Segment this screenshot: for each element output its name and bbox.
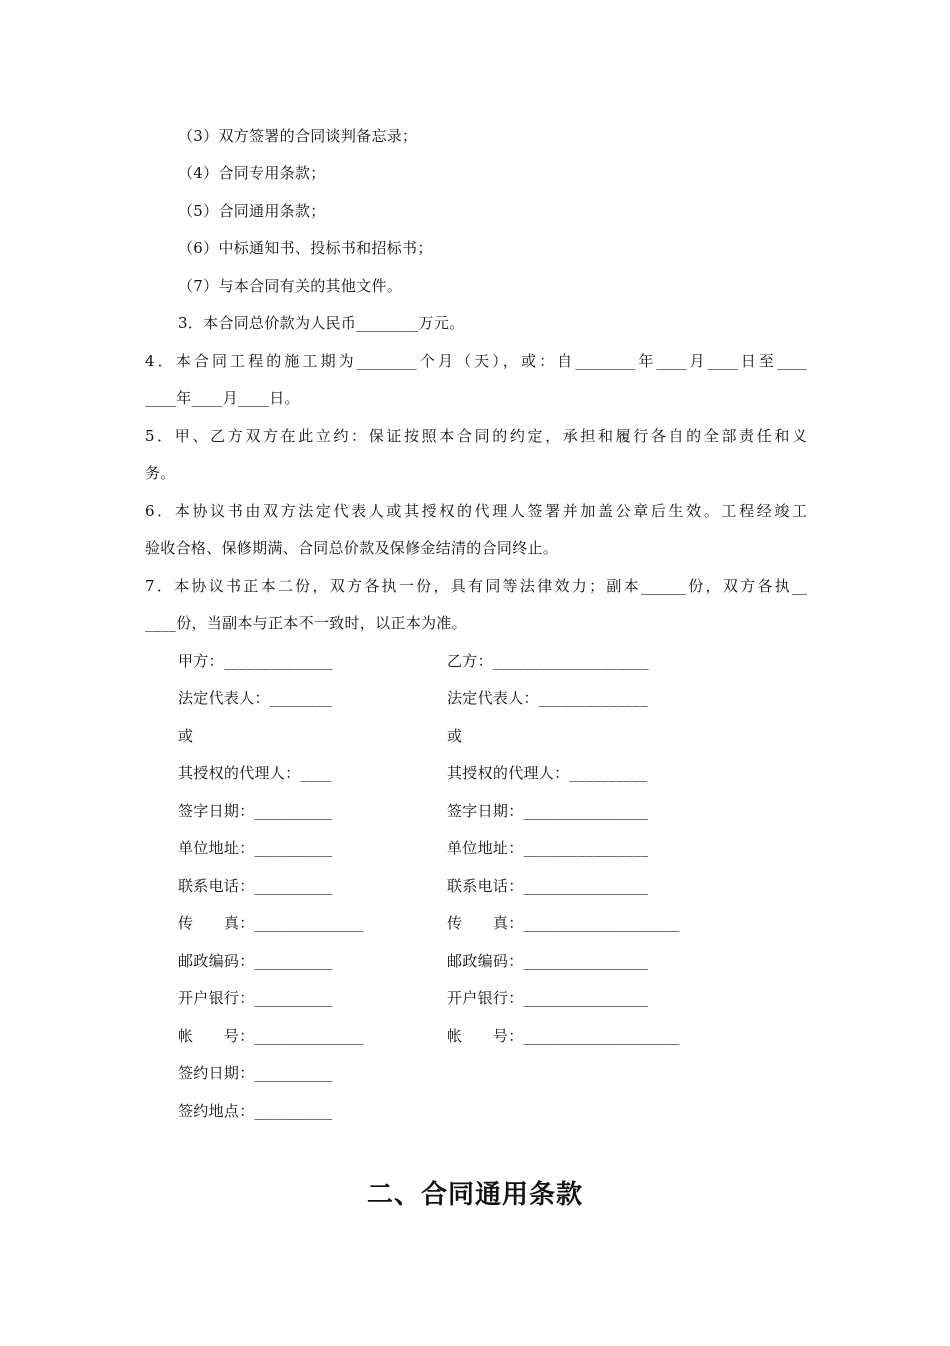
party-a-postcode-field: 邮政编码：__________ — [178, 952, 333, 970]
party-b-legal-rep-field: 法定代表人：______________ — [447, 689, 649, 707]
list-item: （7）与本合同有关的其他文件。 — [178, 277, 403, 295]
party-a-bank-field: 开户银行：__________ — [178, 989, 333, 1007]
list-item: （6）中标通知书、投标书和招标书； — [178, 239, 433, 257]
party-b-agent-field: 其授权的代理人：__________ — [447, 764, 648, 782]
clause-6-line-2: 验收合格、保修期满、合同总价款及保修金结清的合同终止。 — [145, 539, 559, 557]
party-b-bank-field: 开户银行：________________ — [447, 989, 649, 1007]
party-b-sign-date-field: 签字日期：________________ — [447, 802, 649, 820]
party-b-or-label: 或 — [447, 727, 463, 745]
party-a-fax-field: 传 真：______________ — [178, 914, 364, 932]
section-heading: 二、合同通用条款 — [366, 1180, 583, 1210]
party-a-agent-field: 其授权的代理人：____ — [178, 764, 332, 782]
party-b-field: 乙方：____________________ — [447, 652, 649, 670]
clause-6-line-1: 6．本协议书由双方法定代表人或其授权的代理人签署并加盖公章后生效。工程经竣工 — [145, 502, 807, 520]
party-b-fax-field: 传 真：____________________ — [447, 914, 680, 932]
list-item: （4）合同专用条款； — [178, 164, 326, 182]
clause-5-line-1: 5．甲、乙方双方在此立约：保证按照本合同的约定，承担和履行各自的全部责任和义 — [145, 427, 807, 445]
contract-place-field: 签约地点：__________ — [178, 1102, 333, 1120]
clause-7-line-1: 7．本协议书正本二份，双方各执一份，具有同等法律效力；副本______份，双方各执__ — [145, 577, 807, 595]
party-a-legal-rep-field: 法定代表人：________ — [178, 689, 333, 707]
party-a-or-label: 或 — [178, 727, 194, 745]
party-b-phone-field: 联系电话：________________ — [447, 877, 649, 895]
party-a-sign-date-field: 签字日期：__________ — [178, 802, 333, 820]
contract-date-field: 签约日期：__________ — [178, 1064, 333, 1082]
list-item: （5）合同通用条款； — [178, 202, 326, 220]
clause-4-line-2: ____年____月____日。 — [145, 389, 300, 407]
clause-4-line-1: 4．本合同工程的施工期为________个月（天），或：自________年____月____日至____ — [145, 352, 807, 370]
party-b-address-field: 单位地址：________________ — [447, 839, 649, 857]
party-a-phone-field: 联系电话：__________ — [178, 877, 333, 895]
party-a-field: 甲方：______________ — [178, 652, 334, 670]
list-item: （3）双方签署的合同谈判备忘录； — [178, 127, 418, 145]
clause-7-line-2: ____份，当副本与正本不一致时，以正本为准。 — [145, 614, 467, 632]
clause-5-line-2: 务。 — [145, 464, 176, 482]
party-a-address-field: 单位地址：__________ — [178, 839, 333, 857]
party-a-account-field: 帐 号：______________ — [178, 1027, 364, 1045]
party-b-postcode-field: 邮政编码：________________ — [447, 952, 649, 970]
party-b-account-field: 帐 号：____________________ — [447, 1027, 680, 1045]
clause-3: 3．本合同总价款为人民币________万元。 — [178, 314, 465, 332]
